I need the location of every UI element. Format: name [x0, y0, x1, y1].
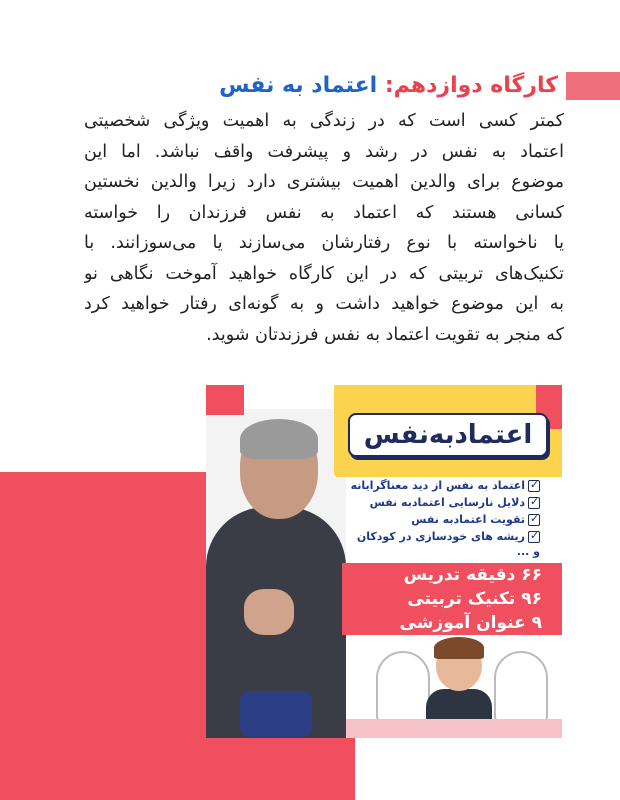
- checkbox-icon: [528, 514, 540, 526]
- checklist-item: [344, 477, 540, 494]
- stat-line: ۶۶ دقیقه تدریس: [403, 565, 542, 585]
- poster-corner-accent: [206, 385, 244, 415]
- child-hair: [434, 637, 484, 659]
- checklist-item: [344, 494, 540, 511]
- instructor-photo: [206, 409, 346, 738]
- body-paragraph: [84, 106, 564, 350]
- title-prefix: کارگاه دوازدهم:: [384, 73, 558, 98]
- stat-line: ۹ عنوان آموزشی: [399, 613, 542, 633]
- body-line: اعتماد به نفس در رشد و پیشرفت واقف نباشد. اما این: [84, 141, 564, 162]
- body-line: که منجر به تقویت اعتماد به نفس فرزندتان شوید.: [206, 324, 564, 345]
- title-accent-bar: [566, 72, 620, 100]
- muscle-arm-sketch: [494, 651, 548, 725]
- poster-bottom-stripe: [346, 719, 562, 738]
- body-line: تکنیک‌های تربیتی که در این کارگاه خواهید آموخت نگاهی نو: [84, 263, 564, 284]
- checklist-item-label: دلایل نارسایی اعتمادبه نفس: [369, 496, 525, 509]
- checklist-item: [344, 528, 540, 545]
- checklist-item-label: اعتماد به نفس از دید معناگرایانه: [350, 479, 525, 492]
- checkbox-icon: [528, 480, 540, 492]
- page-title: [219, 70, 558, 102]
- poster-headline: اعتمادبه‌نفس: [348, 413, 548, 457]
- body-line: یا ناخواسته با نوع رفتارشان می‌سازند یا می‌سوزانند. با: [84, 233, 564, 253]
- muscle-arm-sketch: [376, 651, 430, 725]
- stats-box: [342, 563, 562, 635]
- instructor-hand: [244, 589, 294, 635]
- checklist-item-label: ریشه های خودسازی در کودکان: [356, 530, 525, 543]
- body-line: به این موضوع خواهید داشت و به گونه‌ای رفتار خواهید کرد: [84, 294, 564, 314]
- body-line: موضوع برای والدین اهمیت بیشتری دارد زیرا والدین نخستین: [84, 172, 564, 192]
- body-line: کسانی هستند که اعتماد به نفس فرزندان را خواسته: [84, 202, 564, 223]
- topic-checklist: [344, 477, 540, 559]
- checkbox-icon: [528, 531, 540, 543]
- instructor-hair: [240, 419, 318, 459]
- checklist-more: و ...: [516, 545, 540, 558]
- stat-line: ۹۶ تکنیک تربیتی: [407, 589, 542, 609]
- checklist-item: [344, 511, 540, 528]
- body-line: کمتر کسی است که در زندگی به اهمیت ویژگی شخصیتی: [84, 111, 564, 131]
- brand-logo: [240, 691, 312, 737]
- workshop-poster: [206, 385, 562, 738]
- checkbox-icon: [528, 497, 540, 509]
- title-main: اعتماد به نفس: [219, 73, 378, 98]
- checklist-item-label: تقویت اعتمادبه نفس: [411, 513, 525, 526]
